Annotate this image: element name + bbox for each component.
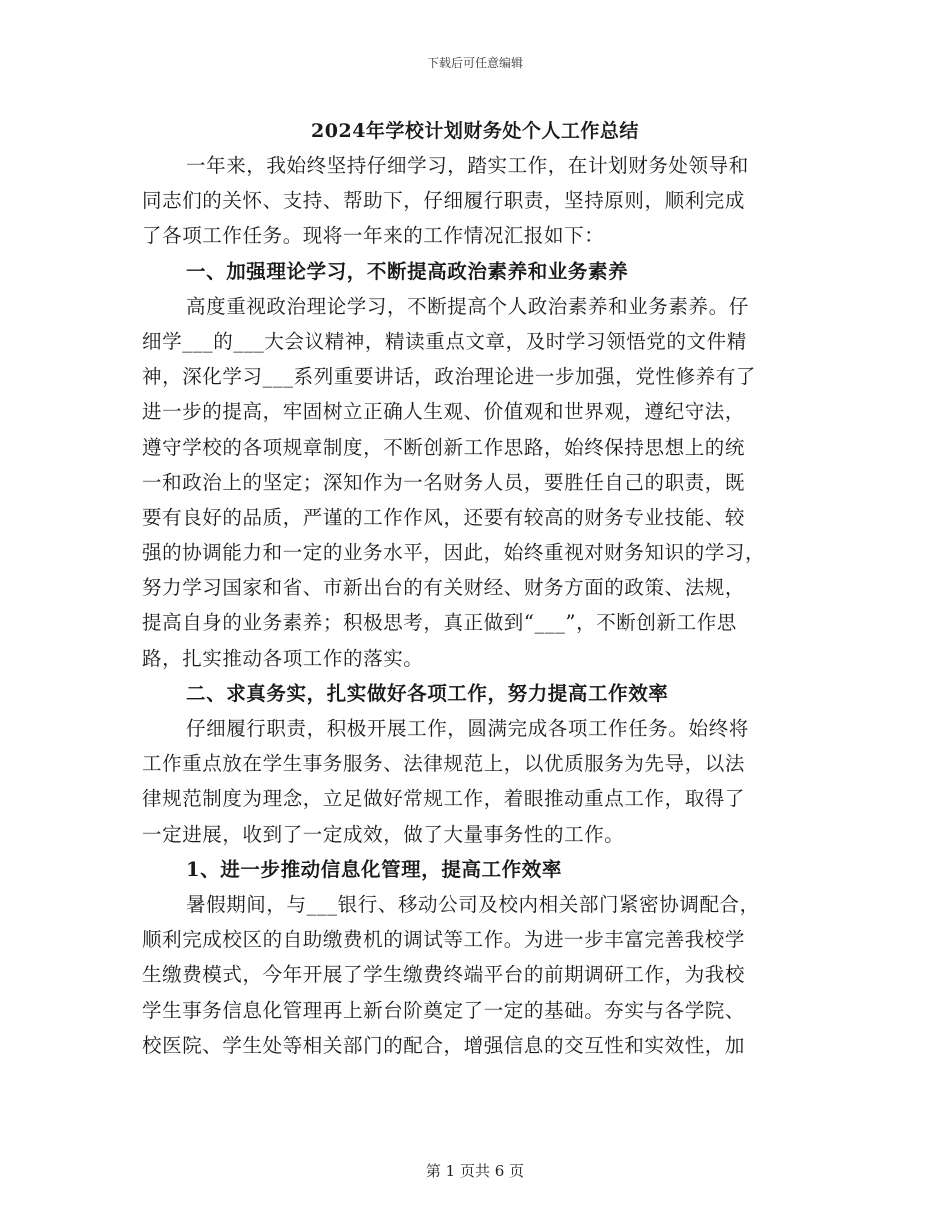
header-note: 下载后可任意编辑 [426,56,523,70]
paragraph-line: 路，扎实推动各项工作的落实。 [142,646,424,670]
paragraph-line: 要有良好的品质，严谨的工作作风，还要有较高的财务专业技能、较 [142,505,746,529]
section-heading: 二、求真务实，扎实做好各项工作，努力提高工作效率 [186,681,669,705]
paragraph-line: 学生事务信息化管理再上新台阶奠定了一定的基础。夯实与各学院、 [142,998,746,1022]
paragraph-line: 遵守学校的各项规章制度，不断创新工作思路，始终保持思想上的统 [142,435,746,459]
paragraph-line: 一和政治上的坚定；深知作为一名财务人员，要胜任自己的职责，既 [142,470,746,494]
paragraph-line: 工作重点放在学生事务服务、法律规范上，以优质服务为先导，以法 [142,752,746,776]
paragraph-line: 生缴费模式，今年开展了学生缴费终端平台的前期调研工作，为我校 [142,963,746,987]
paragraph-line: 提高自身的业务素养；积极思考，真正做到“___”，不断创新工作思 [142,611,737,635]
paragraph-line: 细学___的___大会议精神，精读重点文章，及时学习领悟党的文件精 [142,329,747,353]
paragraph-line: 一年来，我始终坚持仔细学习，踏实工作，在计划财务处领导和 [186,154,749,177]
section-heading: 1、进一步推动信息化管理，提高工作效率 [186,857,562,881]
paragraph-line: 努力学习国家和省、市新出台的有关财经、财务方面的政策、法规， [142,576,746,600]
paragraph-line: 神，深化学习___系列重要讲话，政治理论进一步加强，党性修养有了 [142,365,756,389]
paragraph-line: 顺利完成校区的自助缴费机的调试等工作。为进一步丰富完善我校学 [142,928,746,952]
paragraph-line: 一定进展，收到了一定成效，做了大量事务性的工作。 [142,822,625,846]
paragraph-line: 了各项工作任务。现将一年来的工作情况汇报如下： [142,224,605,248]
paragraph-line: 仔细履行职责，积极开展工作，圆满完成各项工作任务。始终将 [186,717,749,740]
paragraph-line: 强的协调能力和一定的业务水平，因此，始终重视对财务知识的学习， [142,541,766,565]
document-title: 2024年学校计划财务处个人工作总结 [311,120,639,142]
page-footer: 第 1 页共 6 页 [425,1162,525,1180]
document-body [142,148,810,1063]
paragraph-line: 同志们的关怀、支持、帮助下，仔细履行职责，坚持原则，顺利完成 [142,189,746,213]
paragraph-line: 律规范制度为理念，立足做好常规工作，着眼推动重点工作，取得了 [142,787,746,811]
paragraph-line: 校医院、学生处等相关部门的配合，增强信息的交互性和实效性，加 [142,1033,746,1057]
paragraph-line: 高度重视政治理论学习，不断提高个人政治素养和业务素养。仔 [186,294,749,318]
section-heading: 一、加强理论学习，不断提高政治素养和业务素养 [186,259,629,283]
paragraph-line: 暑假期间，与___银行、移动公司及校内相关部门紧密协调配合， [186,892,760,916]
paragraph-line: 进一步的提高，牢固树立正确人生观、价值观和世界观，遵纪守法， [142,400,746,424]
